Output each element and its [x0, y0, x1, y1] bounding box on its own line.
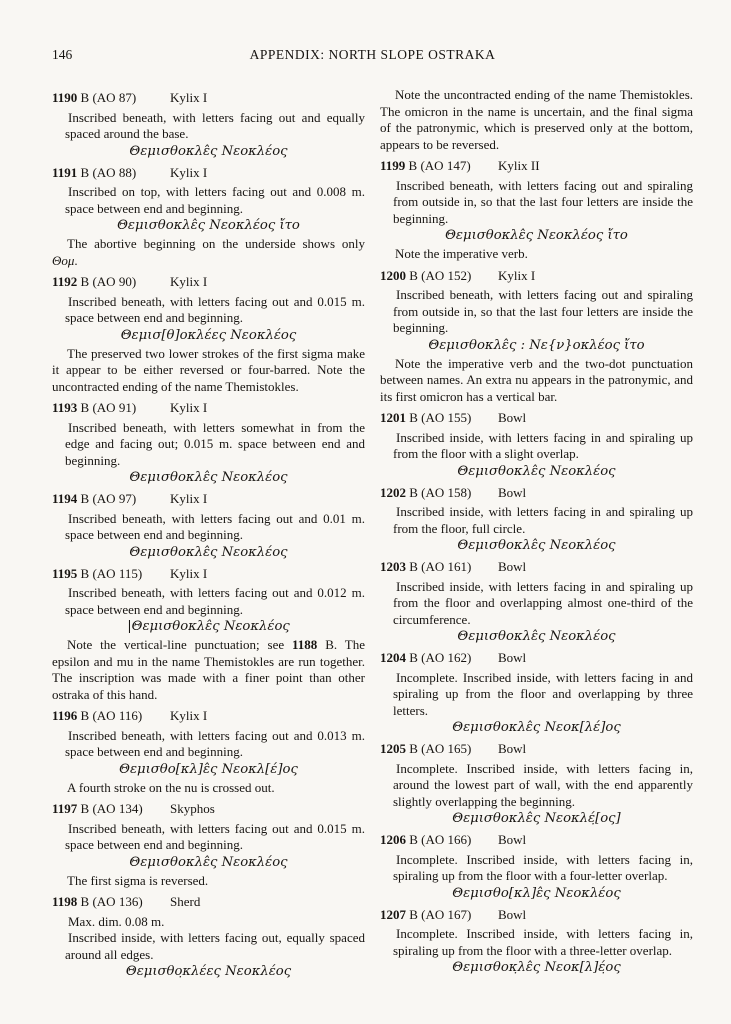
vessel-type: Skyphos — [170, 801, 215, 816]
description-paragraph: Inscribed beneath, with letters facing out and equally spaced around the base. — [65, 109, 365, 141]
page-number: 146 — [52, 47, 73, 62]
entry-catalog-ref: B (AO 158) — [406, 484, 472, 500]
greek-inscription: Θεμισθοκλε̂ς Νεοκλέος — [129, 854, 288, 870]
description-paragraph: Inscribed on top, with letters facing out and 0.008 m. space between end and beginning. — [65, 184, 365, 216]
greek-inscription: Θεμισθοκλε̂ς : Νε{ν}οκλέος ἴτο — [428, 337, 645, 353]
entry-heading — [52, 801, 365, 818]
description-paragraph: Inscribed inside, with letters facing in and spiraling up from the floor with a slight overlap. — [393, 429, 693, 461]
entry-number: 1195 — [52, 565, 78, 581]
entry-heading — [380, 485, 693, 502]
entry-number: 1203 — [380, 559, 406, 574]
entry-number: 1194 — [52, 491, 78, 506]
entry-catalog-ref: B (AO 97) — [77, 491, 137, 506]
vessel-type: Kylix I — [170, 708, 208, 723]
entry-catalog-ref: B (AO 165) — [406, 741, 472, 756]
entry-catalog-ref: B (AO 162) — [406, 650, 472, 665]
entry-number: 1207 — [380, 906, 406, 922]
entry-number: 1190 — [52, 90, 78, 105]
entry-number: 1191 — [52, 164, 78, 180]
description-paragraph: Inscribed beneath, with letters facing out and 0.015 m. space between end and beginning. — [65, 820, 365, 852]
vessel-type: Kylix I — [170, 90, 208, 105]
vessel-type: Bowl — [498, 410, 527, 425]
description-paragraph: Max. dim. 0.08 m. — [68, 913, 165, 929]
entry-heading — [52, 566, 365, 583]
description-paragraph: Inscribed beneath, with letters facing out and 0.012 m. space between end and beginning. — [65, 585, 365, 617]
vessel-type: Sherd — [170, 894, 201, 909]
entry-number: 1201 — [380, 410, 406, 425]
description-paragraph: Inscribed inside, with letters facing out, equally spaced around all edges. — [65, 930, 365, 962]
page-header — [52, 47, 693, 65]
greek-inscription: Θεμισθοκ̣λε̂ς Νεοκ[λ]έ̣ος — [452, 960, 621, 975]
entry-number: 1193 — [52, 400, 78, 415]
description-paragraph: Incomplete. Inscribed inside, with letters facing in, spiraling up from the floor with a four-letter overlap. — [393, 851, 693, 883]
vessel-type: Kylix I — [498, 267, 536, 283]
note-paragraph: A fourth stroke on the nu is crossed out. — [67, 779, 275, 795]
description-paragraph: Inscribed inside, with letters facing in and spiraling up from the floor and overlapping almost one-third of the circumference. — [393, 578, 693, 627]
entry-catalog-ref: B (AO 147) — [405, 158, 471, 173]
entry-catalog-ref: B (AO 88) — [77, 164, 137, 180]
description-paragraph: Inscribed beneath, with letters somewhat in from the edge and facing out; 0.015 m. space between end and beginning. — [65, 419, 365, 468]
entry-heading — [380, 832, 693, 849]
greek-inscription: Θεμισθο[κλ]ε̂ς Νεοκλέος — [452, 885, 621, 901]
vessel-type: Bowl — [498, 559, 527, 574]
entry-heading — [380, 650, 693, 667]
entry-number: 1196 — [52, 708, 78, 723]
entry-heading — [380, 158, 693, 175]
vessel-type: Bowl — [498, 906, 527, 922]
greek-inscription: Θεμισθοκλε̂ς Νεοκλέος — [457, 629, 616, 644]
greek-inscription: |Θεμισθοκλε̂ς Νεοκλέος — [127, 619, 290, 634]
entry-heading — [52, 894, 365, 911]
entry-catalog-ref: B (AO 167) — [406, 906, 472, 922]
entry-catalog-ref: B (AO 91) — [77, 400, 137, 415]
entry-number: 1206 — [380, 832, 406, 847]
entry-heading — [380, 559, 693, 576]
greek-inscription: Θεμισθοκλε̂ς Νεοκλέος ἴτο — [117, 218, 300, 233]
vessel-type: Kylix II — [498, 158, 540, 173]
entry-number: 1202 — [380, 484, 406, 500]
greek-inscription: Θεμισθοκλε̂ς Νεοκλέος ἴτο — [445, 228, 628, 243]
entry-catalog-ref: B (AO 90) — [77, 274, 137, 289]
greek-inscription: Θεμισθοκλε̂ς Νεοκ[λέ]ος — [452, 720, 621, 735]
note-paragraph: Note the vertical-line punctuation; see 1188 B. The epsilon and mu in the name Themistokles are run together. The inscription was made with a finer point than other ostraka of this hand. — [52, 637, 365, 702]
running-header: APPENDIX: NORTH SLOPE OSTRAKA — [249, 47, 496, 62]
note-paragraph: The abortive beginning on the underside shows only Θομ. — [52, 236, 365, 268]
entry-number: 1205 — [380, 741, 406, 756]
entry-catalog-ref: B (AO 134) — [77, 801, 143, 816]
entry-heading — [52, 274, 365, 291]
entry-number: 1192 — [52, 274, 78, 289]
description-paragraph: Inscribed beneath, with letters facing out and 0.01 m. space between end and beginning. — [65, 510, 365, 542]
entry-catalog-ref: B (AO 115) — [77, 565, 143, 581]
vessel-type: Bowl — [498, 832, 527, 847]
vessel-type: Kylix I — [170, 274, 208, 289]
note-paragraph: Note the imperative verb and the two-dot punctuation between names. An extra nu appears in the patronymic, and its first omicron has a vertical bar. — [380, 355, 693, 404]
greek-inscription: Θεμισθοκλε̂ς Νεοκλέ̣[ος] — [452, 811, 621, 826]
entry-catalog-ref: B (AO 116) — [77, 708, 143, 723]
entry-catalog-ref: B (AO 152) — [406, 267, 472, 283]
entry-number: 1204 — [380, 650, 406, 665]
vessel-type: Kylix I — [170, 491, 208, 506]
entry-catalog-ref: B (AO 161) — [406, 559, 472, 574]
entry-catalog-ref: B (AO 87) — [77, 90, 137, 105]
description-paragraph: Incomplete. Inscribed inside, with letters facing in, around the lowest part of wall, with the end apparently slightly overlapping the beginning. — [393, 760, 693, 809]
greek-inscription: Θεμισθοκλε̂ς Νεοκλέος — [129, 143, 288, 159]
description-paragraph: Inscribed beneath, with letters facing out and spiraling from outside in, so that the last four letters are inside the beginning. — [393, 287, 693, 335]
description-paragraph: Incomplete. Inscribed inside, with letters facing in, spiraling up from the floor with a three-letter overlap. — [393, 926, 693, 958]
greek-inscription: Θεμισθοκλε̂ς Νεοκλέος — [129, 544, 288, 560]
greek-inscription: Θεμισθοκλε̂ς Νεοκλέος — [457, 538, 616, 553]
entry-heading — [380, 907, 693, 924]
vessel-type: Bowl — [498, 484, 527, 500]
left-column — [52, 85, 365, 980]
right-column — [380, 85, 693, 976]
entry-heading — [52, 90, 365, 107]
greek-inscription: Θεμισθο[κλ]ε̂ς Νεοκλ[έ]ος — [119, 761, 298, 777]
entry-number: 1198 — [52, 894, 78, 909]
note-paragraph: Note the imperative verb. — [395, 246, 528, 261]
note-paragraph: The preserved two lower strokes of the first sigma make it appear to be either reversed or four-barred. Note the uncontracted ending of the name Themistokles. — [52, 345, 365, 394]
entry-catalog-ref: B (AO 136) — [77, 894, 143, 909]
vessel-type: Bowl — [498, 741, 527, 756]
entry-number: 1197 — [52, 801, 78, 816]
description-paragraph: Inscribed beneath, with letters facing out and spiraling from outside in, so that the last four letters are inside the beginning. — [393, 177, 693, 226]
description-paragraph: Inscribed inside, with letters facing in and spiraling up from the floor, full circle. — [393, 504, 693, 536]
entry-heading — [52, 165, 365, 182]
entry-number: 1200 — [380, 267, 406, 283]
greek-inscription: Θεμισ[θ]οκλέες Νεοκλέος — [120, 327, 297, 343]
vessel-type: Kylix I — [170, 164, 208, 180]
entry-heading — [380, 741, 693, 758]
description-paragraph: Incomplete. Inscribed inside, with letters facing in and spiraling up from the floor and overlapping by three letters. — [393, 669, 693, 718]
two-column-text — [52, 85, 693, 980]
entry-catalog-ref: B (AO 155) — [406, 410, 472, 425]
greek-inscription: Θεμισθο̣κλέες Νεοκλέος — [125, 964, 292, 979]
note-paragraph: Note the uncontracted ending of the name Themistokles. The omicron in the name is uncertain, and the final sigma of the patronymic, which is preserved only at the bottom, appears to be reversed. — [380, 87, 693, 152]
description-paragraph: Inscribed beneath, with letters facing out and 0.013 m. space between end and beginning. — [65, 727, 365, 759]
description-paragraph: Inscribed beneath, with letters facing out and 0.015 m. space between end and beginning. — [65, 293, 365, 325]
entry-catalog-ref: B (AO 166) — [406, 832, 472, 847]
vessel-type: Bowl — [498, 650, 527, 665]
note-paragraph: The first sigma is reversed. — [67, 872, 209, 888]
vessel-type: Kylix I — [170, 565, 208, 581]
entry-heading — [52, 491, 365, 508]
entry-heading — [52, 708, 365, 725]
greek-inscription: Θεμισθοκλε̂ς Νεοκλέος — [129, 470, 288, 485]
entry-heading — [380, 268, 693, 285]
entry-heading — [52, 400, 365, 417]
greek-inscription: Θεμισθοκλε̂ς Νεοκλέος — [457, 463, 616, 479]
entry-heading — [380, 410, 693, 427]
vessel-type: Kylix I — [170, 400, 208, 415]
entry-number: 1199 — [380, 158, 406, 173]
